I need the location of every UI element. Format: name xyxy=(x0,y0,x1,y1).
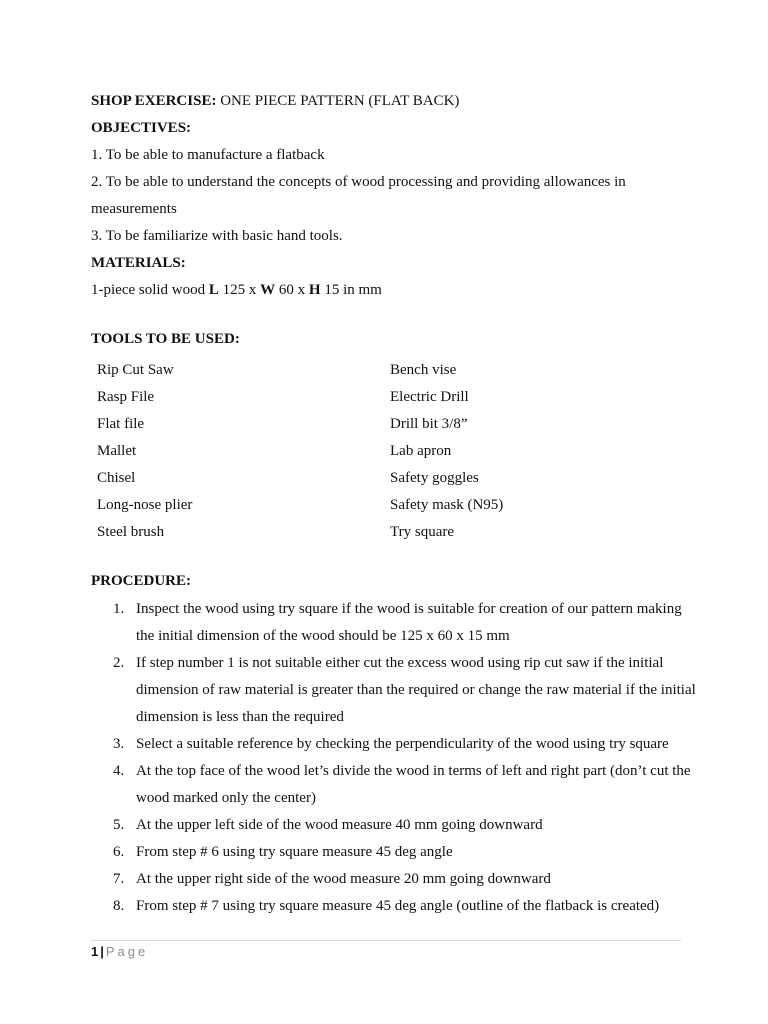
tools-heading: TOOLS TO BE USED: xyxy=(91,331,240,347)
step-text: Inspect the wood using try square if the wood is suitable for creation of our pattern making the initial dimension of the wood should be 125 x 60 x 15 mm xyxy=(136,601,682,644)
width-value: 60 x xyxy=(275,282,309,298)
step-number: 1. xyxy=(113,601,125,617)
height-value: 15 in mm xyxy=(320,282,382,298)
step-number: 3. xyxy=(113,736,125,752)
length-value: 125 x xyxy=(218,282,261,298)
tools-table xyxy=(97,357,691,546)
width-label: W xyxy=(260,282,276,298)
page-number: 1 xyxy=(91,944,99,959)
height-label: H xyxy=(308,282,321,298)
materials-line xyxy=(91,277,691,304)
exercise-label: SHOP EXERCISE: xyxy=(91,93,217,109)
procedure-step xyxy=(91,866,696,893)
step-number: 7. xyxy=(113,871,125,887)
step-number: 4. xyxy=(113,763,125,779)
tool-item: Steel brush xyxy=(97,524,165,540)
tool-item: Bench vise xyxy=(390,362,457,378)
step-number: 2. xyxy=(113,655,125,671)
document-body xyxy=(91,88,696,920)
step-text: Select a suitable reference by checking the perpendicularity of the wood using try square xyxy=(136,736,669,752)
step-text: At the upper right side of the wood measure 20 mm going downward xyxy=(136,871,551,887)
step-text: If step number 1 is not suitable either cut the excess wood using rip cut saw if the initial dimension of raw material is greater than the required or change the raw material if the initial dimension is less than the required xyxy=(136,655,696,725)
procedure-step xyxy=(91,758,696,812)
tool-item: Chisel xyxy=(97,470,136,486)
procedure-step xyxy=(91,812,696,839)
spacer xyxy=(91,304,691,326)
tool-item: Safety goggles xyxy=(390,470,479,486)
tool-item: Rasp File xyxy=(97,389,155,405)
tool-item: Long-nose plier xyxy=(97,497,193,513)
tool-item: Rip Cut Saw xyxy=(97,362,174,378)
tools-column-right xyxy=(390,357,503,546)
tool-item: Electric Drill xyxy=(390,389,469,405)
page-label: Page xyxy=(105,944,149,959)
objectives-heading: OBJECTIVES: xyxy=(91,120,192,136)
procedure-step xyxy=(91,839,696,866)
tool-item: Lab apron xyxy=(390,443,452,459)
step-number: 8. xyxy=(113,898,125,914)
procedure-step xyxy=(91,893,696,920)
objective-item: 1. To be able to manufacture a flatback xyxy=(91,147,325,163)
objective-item: 2. To be able to understand the concepts of wood processing and providing allowances in xyxy=(91,174,626,190)
exercise-title: ONE PIECE PATTERN (FLAT BACK) xyxy=(216,93,460,109)
step-number: 6. xyxy=(113,844,125,860)
procedure-heading: PROCEDURE: xyxy=(91,573,191,589)
materials-heading: MATERIALS: xyxy=(91,255,186,271)
tool-item: Drill bit 3/8” xyxy=(390,416,468,432)
step-text: From step # 6 using try square measure 45 deg angle xyxy=(136,844,453,860)
tools-column-left xyxy=(97,357,390,546)
objective-item-continued: measurements xyxy=(91,201,177,217)
materials-prefix: 1-piece solid wood xyxy=(91,282,209,298)
step-number: 5. xyxy=(113,817,125,833)
tool-item: Try square xyxy=(390,524,455,540)
step-text: At the top face of the wood let’s divide the wood in terms of left and right part (don’t cut the wood marked only the center) xyxy=(136,763,691,806)
step-text: At the upper left side of the wood measure 40 mm going downward xyxy=(136,817,543,833)
procedure-step xyxy=(91,596,696,650)
objective-item: 3. To be familiarize with basic hand tools. xyxy=(91,228,343,244)
length-label: L xyxy=(208,282,219,298)
exercise-title-line xyxy=(91,88,691,115)
tool-item: Safety mask (N95) xyxy=(390,497,504,513)
spacer xyxy=(91,546,691,568)
footer-separator: | xyxy=(100,944,104,959)
page-footer xyxy=(91,940,681,962)
tool-item: Flat file xyxy=(97,416,145,432)
procedure-step xyxy=(91,731,696,758)
step-text: From step # 7 using try square measure 45 deg angle (outline of the flatback is created) xyxy=(136,898,660,914)
procedure-list xyxy=(91,596,696,920)
tool-item: Mallet xyxy=(97,443,137,459)
procedure-step xyxy=(91,650,696,731)
